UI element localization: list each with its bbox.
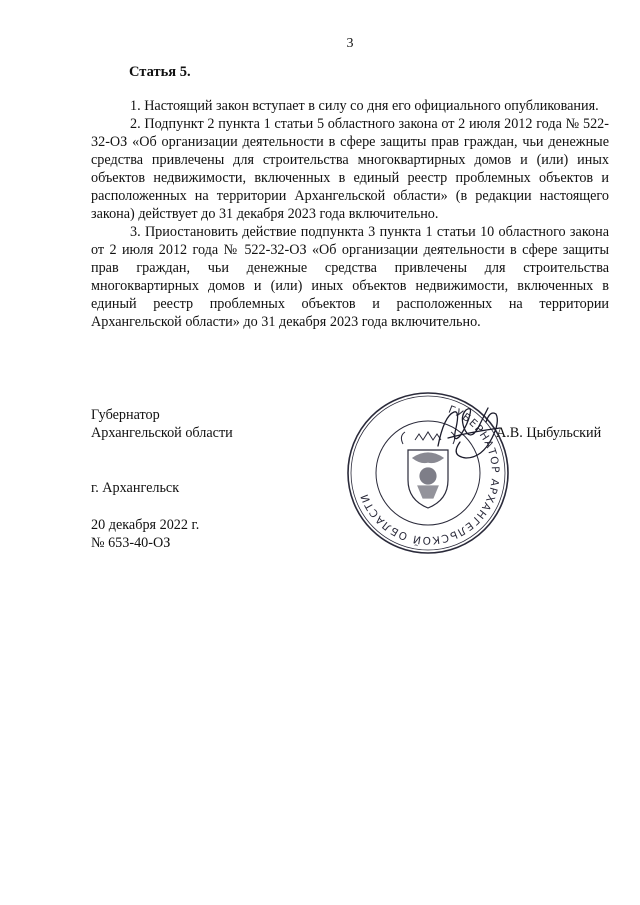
- page-number: 3: [346, 36, 354, 51]
- place-of-signing: г. Архангельск: [91, 480, 180, 496]
- document-number: № 653-40-ОЗ: [91, 535, 171, 551]
- article-heading: Статья 5.: [129, 64, 191, 80]
- article-body: [91, 97, 609, 331]
- signer-position-line1: Губернатор: [91, 407, 160, 423]
- paragraph-1: 1. Настоящий закон вступает в силу со дня его официального опубликования.: [130, 98, 599, 114]
- document-date: 20 декабря 2022 г.: [91, 517, 200, 533]
- signer-name: А.В. Цыбульский: [496, 425, 602, 441]
- signer-position-line2: Архангельской области: [91, 425, 233, 441]
- seal-text: ГУБЕРНАТОР АРХАНГЕЛЬСКОЙ ОБЛАСТИ: [358, 403, 502, 547]
- signer-position: [91, 406, 233, 442]
- paragraph-2: 2. Подпункт 2 пункта 1 статьи 5 областного закона от 2 июля 2012 года № 522-32-ОЗ «Об организации деятельности в сфере защиты прав граждан, чьи денежные средства привлечены для строительства многоквартирных домов и (или) иных объектов недвижимости, включенных в единый реестр проблемных объектов и расположенных на территории Архангельской области» (в редакции настоящего закона) действует до 31 декабря 2023 года включительно.: [91, 116, 609, 222]
- paragraph-3: 3. Приостановить действие подпункта 3 пункта 1 статьи 10 областного закона от 2 июля 2012 года № 522-32-ОЗ «Об организации деятельности в сфере защиты прав граждан, чьи денежные средства привлечены для строительства многоквартирных домов и (или) иных объектов недвижимости, включенных в единый реестр проблемных объектов и расположенных на территории Архангельской области» до 31 декабря 2023 года включительно.: [91, 224, 609, 330]
- document-meta: [91, 516, 199, 552]
